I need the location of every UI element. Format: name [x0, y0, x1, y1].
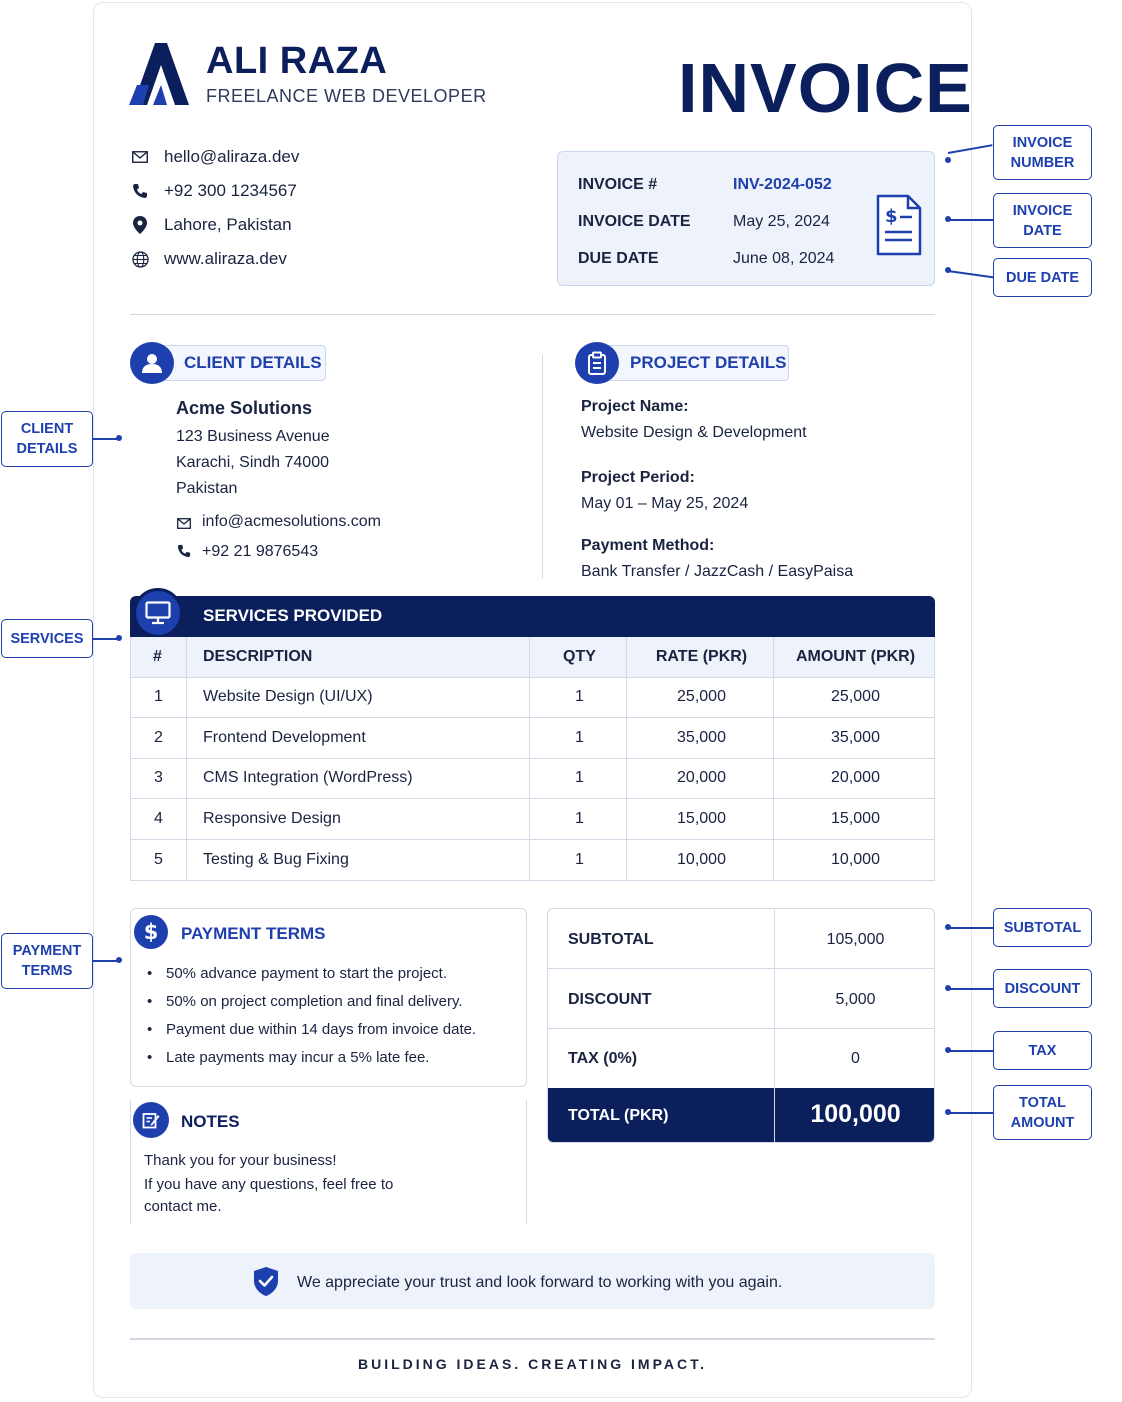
annotation-dot [945, 924, 951, 930]
annotation-dot [945, 216, 951, 222]
annotation-text: INVOICE [1012, 202, 1073, 219]
row-rate: 15,000 [677, 809, 726, 827]
shield-check-icon [253, 1266, 279, 1297]
row-number: 1 [154, 688, 163, 706]
annotation-text: DETAILS [16, 441, 78, 457]
contact-phone-row [130, 181, 297, 201]
annotation-tax [993, 1031, 1092, 1070]
annotation-total-amount [993, 1085, 1092, 1140]
due-date: June 08, 2024 [733, 250, 835, 267]
annotation-services [1, 619, 93, 658]
list-item: • Payment due within 14 days from invoice date. [150, 1021, 476, 1038]
subtotal-value: 105,000 [826, 931, 885, 948]
notes-line-2: If you have any questions, feel free to [144, 1176, 394, 1193]
list-item: • 50% on project completion and final delivery. [150, 993, 463, 1010]
annotation-dot [945, 1047, 951, 1053]
annotation-connector [948, 988, 993, 990]
row-description: CMS Integration (WordPress) [203, 769, 413, 787]
invoice-date-label: INVOICE DATE [578, 213, 691, 230]
annotation-invoice-date [993, 193, 1092, 248]
annotation-payment-terms [1, 933, 93, 989]
row-rate: 35,000 [677, 728, 726, 746]
client-email[interactable]: info@acmesolutions.com [202, 513, 381, 530]
project-name-label: Project Name: [581, 398, 689, 415]
phone-icon [177, 544, 191, 563]
row-description: Responsive Design [203, 809, 341, 827]
client-details-heading-text: CLIENT DETAILS [184, 353, 322, 372]
col-header-number: # [153, 647, 162, 665]
project-name: Website Design & Development [581, 424, 807, 441]
contact-website-row [130, 249, 287, 269]
payment-terms-heading: PAYMENT TERMS [181, 924, 326, 943]
contact-website[interactable]: www.aliraza.dev [164, 249, 287, 268]
thank-you-message: We appreciate your trust and look forward to working with you again. [297, 1274, 783, 1291]
list-item: • 50% advance payment to start the project. [150, 965, 447, 982]
user-icon [130, 342, 174, 384]
annotation-invoice-number [993, 125, 1092, 180]
project-details-heading-text: PROJECT DETAILS [630, 353, 787, 372]
payment-method: Bank Transfer / JazzCash / EasyPaisa [581, 563, 854, 580]
row-amount: 20,000 [831, 769, 880, 787]
notes-line-3: contact me. [144, 1198, 222, 1215]
mail-icon [130, 147, 150, 167]
brand-name: ALI RAZA [206, 40, 388, 82]
header-divider [130, 314, 935, 315]
client-phone: +92 21 9876543 [202, 543, 319, 560]
logo-icon [129, 43, 189, 105]
row-amount: 10,000 [831, 850, 880, 868]
row-rate: 20,000 [677, 769, 726, 787]
annotation-discount [993, 969, 1092, 1008]
contact-email-row [130, 147, 299, 167]
services-heading: SERVICES PROVIDED [203, 606, 383, 625]
annotation-dot [945, 1109, 951, 1115]
table-row [131, 840, 934, 881]
row-number: 3 [154, 769, 163, 787]
row-qty: 1 [575, 688, 584, 706]
client-details-heading [160, 345, 326, 381]
project-period-label: Project Period: [581, 469, 695, 486]
annotation-text: TERMS [21, 963, 73, 979]
annotation-text: DUE DATE [1005, 269, 1080, 286]
annotation-text: SUBTOTAL [1003, 919, 1082, 936]
invoice-number: INV-2024-052 [733, 176, 832, 193]
annotation-text: CLIENT [20, 421, 74, 437]
table-row [131, 678, 934, 719]
phone-icon [130, 181, 150, 201]
services-table-header [131, 637, 934, 678]
footer-divider [130, 1338, 935, 1340]
annotation-client-details [1, 411, 93, 467]
annotation-connector [948, 1050, 993, 1052]
annotation-dot [116, 435, 122, 441]
annotation-text: DISCOUNT [1004, 980, 1081, 997]
annotation-text: AMOUNT [1010, 1114, 1075, 1131]
annotation-dot [116, 635, 122, 641]
table-row [131, 718, 934, 759]
location-pin-icon [130, 215, 150, 235]
tax-label: TAX (0%) [568, 1050, 638, 1067]
col-header-qty: QTY [563, 647, 596, 665]
subtotal-label: SUBTOTAL [568, 931, 654, 948]
row-number: 2 [154, 728, 163, 746]
client-name: Acme Solutions [176, 398, 313, 418]
mail-icon [177, 516, 191, 534]
col-header-amount: AMOUNT (PKR) [795, 647, 916, 665]
annotation-text: NUMBER [1010, 154, 1075, 171]
project-details-heading [606, 345, 789, 381]
total-row [548, 1088, 934, 1143]
section-divider-vertical [542, 355, 543, 579]
table-row [131, 799, 934, 840]
notes-heading: NOTES [181, 1112, 240, 1131]
discount-row [548, 969, 934, 1029]
clipboard-icon [575, 342, 619, 384]
annotation-text: INVOICE [1012, 134, 1073, 151]
row-qty: 1 [575, 850, 584, 868]
annotation-subtotal [993, 908, 1092, 947]
invoice-date: May 25, 2024 [733, 213, 830, 230]
table-col-divider [186, 637, 187, 880]
annotation-text: DATE [1023, 222, 1062, 239]
row-amount: 15,000 [831, 809, 880, 827]
row-number: 4 [154, 809, 163, 827]
table-row [131, 759, 934, 800]
client-address-line1: 123 Business Avenue [176, 428, 330, 445]
annotation-dot [945, 985, 951, 991]
total-label: TOTAL (PKR) [568, 1107, 669, 1124]
brand-subtitle: FREELANCE WEB DEVELOPER [206, 86, 487, 106]
row-description: Website Design (UI/UX) [203, 688, 373, 706]
client-address-line2: Karachi, Sindh 74000 [176, 454, 329, 471]
dollar-icon: $ [134, 915, 168, 949]
invoice-number-label: INVOICE # [578, 176, 658, 193]
annotation-text: SERVICES [10, 630, 84, 647]
total-value: 100,000 [810, 1100, 901, 1128]
contact-email[interactable]: hello@aliraza.dev [164, 147, 300, 166]
tax-value: 0 [851, 1050, 860, 1067]
contact-location: Lahore, Pakistan [164, 215, 292, 234]
discount-label: DISCOUNT [568, 991, 652, 1008]
footer-tagline: BUILDING IDEAS. CREATING IMPACT. [357, 1356, 708, 1372]
row-amount: 35,000 [831, 728, 880, 746]
client-country: Pakistan [176, 480, 238, 497]
subtotal-row [548, 909, 934, 969]
invoice-document-icon [876, 194, 922, 256]
project-period: May 01 – May 25, 2024 [581, 495, 749, 512]
payment-method-label: Payment Method: [581, 537, 715, 554]
annotation-text: TOTAL [1019, 1094, 1066, 1111]
row-amount: 25,000 [831, 688, 880, 706]
annotation-connector [948, 219, 993, 221]
edit-icon [133, 1102, 169, 1138]
due-date-label: DUE DATE [578, 250, 659, 267]
col-header-rate: RATE (PKR) [655, 647, 748, 665]
list-item: • Late payments may incur a 5% late fee. [150, 1049, 429, 1066]
totals-col-divider [774, 909, 775, 1143]
row-description: Testing & Bug Fixing [203, 850, 349, 868]
services-table [130, 637, 935, 881]
annotation-text: PAYMENT [12, 943, 82, 959]
row-qty: 1 [575, 809, 584, 827]
invoice-title: INVOICE [678, 49, 973, 127]
annotation-dot [945, 267, 951, 273]
annotation-connector [948, 1112, 993, 1114]
annotation-text: TAX [1028, 1042, 1057, 1059]
row-rate: 25,000 [677, 688, 726, 706]
table-col-divider [773, 637, 774, 880]
col-header-description: DESCRIPTION [203, 647, 313, 665]
monitor-icon [133, 588, 183, 638]
table-col-divider [626, 637, 627, 880]
services-header-bar [130, 596, 935, 637]
svg-text:$: $ [885, 206, 898, 227]
row-qty: 1 [575, 769, 584, 787]
contact-location-row [130, 215, 292, 235]
annotation-dot [116, 957, 122, 963]
row-number: 5 [154, 850, 163, 868]
contact-phone: +92 300 1234567 [164, 181, 297, 200]
row-description: Frontend Development [203, 728, 366, 746]
globe-icon [130, 249, 150, 269]
discount-value: 5,000 [835, 991, 876, 1008]
notes-line-1: Thank you for your business! [144, 1152, 337, 1169]
table-col-divider [529, 637, 530, 880]
tax-row [548, 1029, 934, 1088]
annotation-connector [948, 927, 993, 929]
row-rate: 10,000 [677, 850, 726, 868]
annotation-dot [945, 157, 951, 163]
totals-box [547, 908, 935, 1143]
row-qty: 1 [575, 728, 584, 746]
annotation-due-date [993, 258, 1092, 297]
